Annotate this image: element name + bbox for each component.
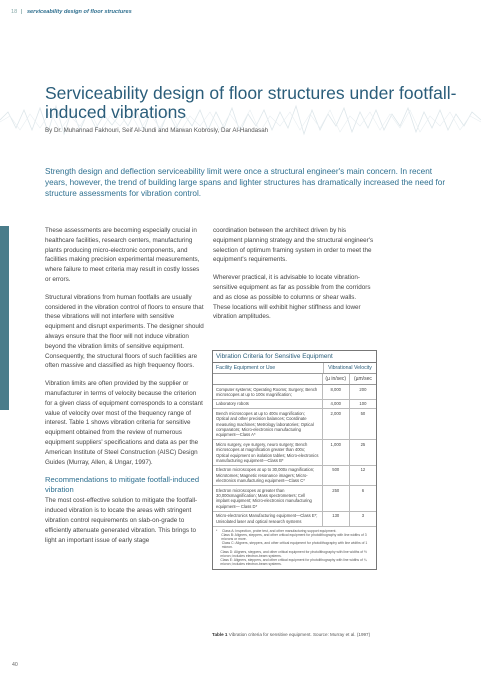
side-color-tab — [0, 226, 9, 410]
paragraph: coordination between the architect driven by his equipment planning strategy and the structural engineer's selection of optimum framing system in order to meet the equipment's requirements. — [213, 227, 374, 264]
page-number: 40 — [12, 662, 18, 668]
caption-text: Vibration criteria for sensitive equipment. Source: Murray et al. (1997) — [227, 632, 371, 637]
table-cell-v1: 130 — [322, 512, 349, 526]
table-title: Vibration Criteria for Sensitive Equipment — [213, 351, 376, 363]
table-unit-um: (µm/sec — [349, 374, 376, 384]
table-cell-use: Electron microscopes at up to 30,000x magnification; Microtomes; Magnetic resonance imagers; Micro-electronics manufacturing equipment—Class C* — [216, 467, 315, 484]
table-row — [213, 400, 376, 409]
article-byline: By Dr. Muhannad Fakhouri, Seif Al-Jundi and Marwan Kobrosly, Dar Al-Handasah — [45, 127, 269, 134]
body-column-right — [213, 226, 375, 330]
table-cell-v2: 100 — [349, 400, 376, 408]
table-cell-v2: 12 — [349, 466, 376, 485]
footnote: Class D: Aligners, steppers, and other critical equipment for photolithography with line widths of ½ micron; includes electron-beam systems. — [220, 549, 367, 558]
table-row — [213, 512, 376, 527]
paragraph: Vibration limits are often provided by the supplier or manufacturer in terms of velocity because the criterion for a given class of equipment corresponds to a constant value of velocity over most of the frequency range of interest. Table 1 shows vibration criteria for sensitive equipment obtained from the review of numerous equipment suppliers' specifications and data as per the American Institute of Steel Construction (AISC) Design Guides (Murray, Allen, & Ungar, 1997). — [45, 380, 203, 466]
article-standfirst: Strength design and deflection serviceability limit were once a structural engineer's main concern. In recent years, however, the trend of building large spans and lighter structures has dramatically increased the need for structure assessments for vibration control. — [45, 167, 446, 198]
caption-label: Table 1 — [212, 632, 228, 637]
table-header-use: Facility Equipment or Use — [216, 365, 276, 371]
header-page-number: 18 — [11, 9, 18, 15]
vibration-criteria-table — [212, 350, 377, 570]
table-row — [213, 486, 376, 512]
table-cell-use: Bench microscopes at up to 400x magnification; Optical and other precision balances; Coordinate measuring machines; Metrology laboratories; Optical comparators; Micro-electronics manufacturing equipment—Class A* — [216, 410, 314, 438]
table-cell-use: Micro-electronics Manufacturing equipment—Class E*; Unisolated laser and optical research systems — [216, 513, 318, 524]
table-cell-v2: 25 — [349, 440, 376, 465]
table-row — [213, 440, 376, 466]
table-row — [213, 409, 376, 440]
table-cell-v1: 1,000 — [322, 440, 349, 465]
section-subheading: Recommendations to mitigate footfall-induced vibration — [45, 475, 200, 495]
footnote: Class B: Aligners, steppers, and other critical equipment for photolithography with line widths of 3 microns or more. — [221, 532, 367, 541]
table-header-row — [213, 363, 376, 374]
table-footnotes — [213, 527, 376, 570]
table-cell-v2: 200 — [349, 385, 376, 399]
table-unit-in: (µ in/sec) — [322, 374, 349, 384]
table-cell-v2: 50 — [349, 409, 376, 439]
footnote: Class C: Aligners, steppers, and other critical equipment for photolithography with line widths of 1 micron. — [221, 541, 368, 550]
table-row — [213, 466, 376, 486]
table-cell-v1: 500 — [322, 466, 349, 485]
table-cell-use: Laboratory robots — [216, 401, 249, 407]
header-section-title: serviceability design of floor structures — [26, 9, 132, 15]
table-cell-use: Electron microscopes at greater than 30,000xmagnification; Mass spectrometers; Cell implant equipment; Micro-electronics manufacturing equipment— Class D* — [216, 487, 312, 509]
table-caption — [212, 632, 452, 637]
table-cell-v1: 4,000 — [322, 400, 349, 408]
table-row — [213, 385, 376, 400]
table-cell-v1: 2,000 — [322, 409, 349, 439]
running-header — [11, 9, 132, 15]
header-separator: | — [20, 9, 23, 15]
table-cell-use: Computer systems; Operating Rooms; Surgery; Bench microscopes at up to 100x magnification; — [216, 386, 318, 397]
table-cell-use: Micro surgery, eye surgery, neuro surgery; Bench microscopes at magnification greater than 400x; Optical equipment on isolation tables; Micro-electronics manufacturing equipment—Class B* — [216, 441, 319, 463]
paragraph: The most cost-effective solution to mitigate the footfall-induced vibration is to locate the areas with stringent vibration control requirements on slab-on-grade to efficiently attenuate generated vibration. This brings to light an important issue of early stage — [45, 497, 198, 544]
table-cell-v1: 250 — [322, 486, 349, 511]
paragraph: These assessments are becoming especially crucial in healthcare facilities, research centers, manufacturing plants producing micro-electronic components, and facilities making precision experimental measurements, where failure to meet criteria may result in costly losses or errors. — [45, 227, 200, 283]
paragraph: Wherever practical, it is advisable to locate vibration-sensitive equipment as far as possible from the corridors and as close as possible to columns or shear walls. These locations will exhibit higher stiffness and lower vibration amplitudes. — [213, 274, 371, 321]
table-cell-v2: 6 — [349, 486, 376, 511]
body-column-left — [45, 226, 205, 553]
article-title: Serviceability design of floor structures under footfall-induced vibrations — [45, 83, 457, 122]
table-cell-v2: 3 — [349, 512, 376, 526]
paragraph: Structural vibrations from human footfalls are usually considered in the vibration control of floors to ensure that these vibrations will not interfere with sensitive equipment and disrupt experiments. The designer should always ensure that the floor will not induce vibration beyond the vibration limits of sensitive equipment. Consequently, the structural floors of such facilities are often massive and classified as high frequency floors. — [45, 293, 204, 370]
table-cell-v1: 8,000 — [322, 385, 349, 399]
table-header-velocity: Vibrational Velocity — [323, 363, 376, 373]
footnote: Class E: Aligners, steppers, and other critical equipment for photolithography with line widths of ¼ micron; includes electron-beam systems. — [220, 557, 367, 567]
table-unit-row — [213, 374, 376, 385]
footnote: * Class A: Inspection, probe test, and other manufacturing support equipment. — [216, 528, 337, 533]
